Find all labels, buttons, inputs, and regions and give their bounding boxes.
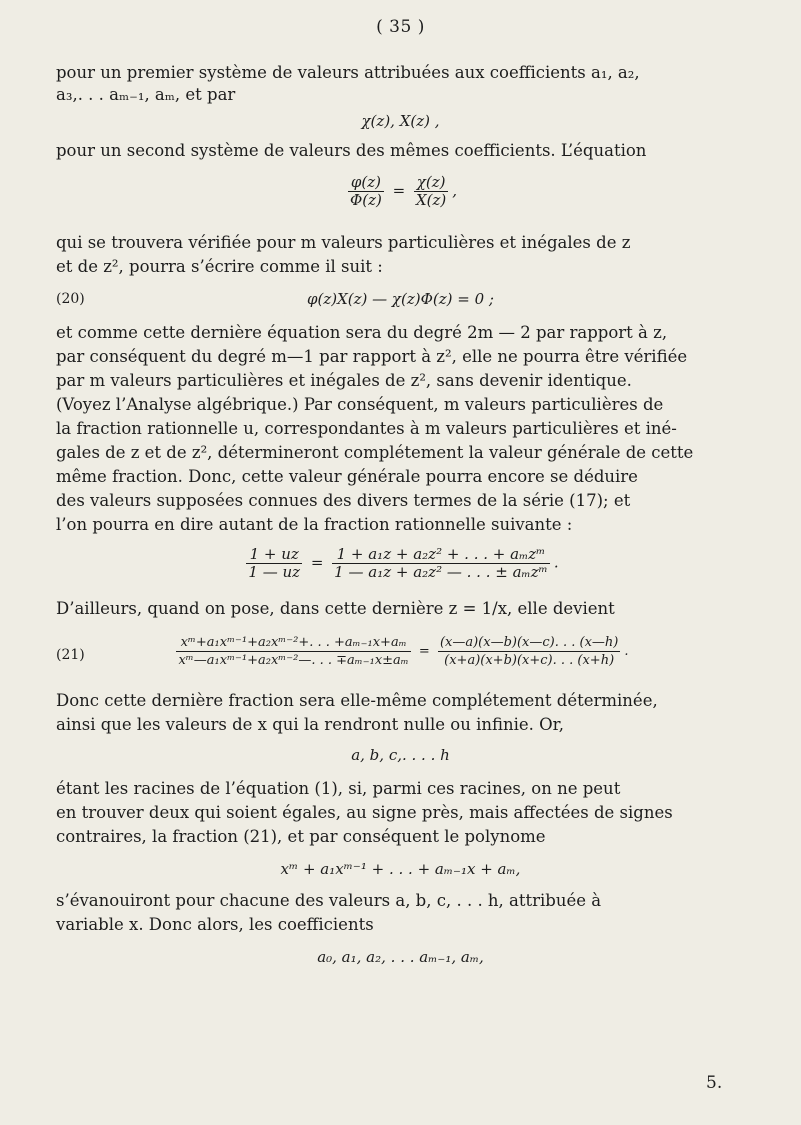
text-line: par conséquent du degré m—1 par rapport à z², elle ne pourra être vérifiée <box>56 347 688 366</box>
text-line: gales de z et de z², détermineront complétement la valeur générale de cette <box>56 443 694 462</box>
text-line: D’ailleurs, quand on pose, dans cette dernière z = 1/x, elle devient <box>56 599 615 618</box>
equation-line: a, b, c,. . . . h <box>351 746 450 764</box>
text-line: pour un second système de valeurs des mêmes coefficients. L’équation <box>56 141 647 160</box>
text-line: même fraction. Donc, cette valeur générale pourra encore se déduire <box>56 467 638 486</box>
text-line: qui se trouvera vérifiée pour m valeurs particulières et inégales de z <box>56 233 631 252</box>
text-line: et comme cette dernière équation sera du degré 2m — 2 par rapport à z, <box>56 323 668 342</box>
equation-line: xᵐ + a₁xᵐ⁻¹ + . . . + aₘ₋₁x + aₘ, <box>280 860 521 878</box>
text-line: s’évanouiront pour chacune des valeurs a, b, c, . . . h, attribuée à <box>56 891 602 910</box>
text-line: ainsi que les valeurs de x qui la rendront nulle ou infinie. Or, <box>56 715 565 734</box>
text-line: en trouver deux qui soient égales, au signe près, mais affectées de signes <box>56 803 673 822</box>
equation-line: a₀, a₁, a₂, . . . aₘ₋₁, aₘ, <box>317 948 484 966</box>
text-line: contraires, la fraction (21), et par conséquent le polynome <box>56 827 546 846</box>
text-line: (Voyez l’Analyse algébrique.) Par conséquent, m valeurs particulières de <box>56 395 664 414</box>
text-line: par m valeurs particulières et inégales de z², sans devenir identique. <box>56 371 632 390</box>
text-line: variable x. Donc alors, les coefficients <box>56 915 374 934</box>
text-line: l’on pourra en dire autant de la fraction rationnelle suivante : <box>56 515 573 534</box>
equation-number: (20) <box>56 291 85 307</box>
text-line: des valeurs supposées connues des divers termes de la série (17); et <box>56 491 631 510</box>
text-line: la fraction rationnelle u, correspondantes à m valeurs particulières et iné- <box>56 419 677 438</box>
text-line: pour un premier système de valeurs attribuées aux coefficients a₁, a₂, <box>56 63 640 82</box>
page-number: ( 35 ) <box>376 17 425 37</box>
equation-number: (21) <box>56 647 85 663</box>
signature-mark: 5. <box>706 1073 723 1093</box>
text-line: étant les racines de l’équation (1), si, parmi ces racines, on ne peut <box>56 779 621 798</box>
equation-fraction-u: $\frac{1 + uz}{1 — uz}$ = $\frac{\text{1 + a₁z + a₂z² + . . . + aₘzᵐ}}{\text{1 — a₁z + a₂z² — . . . ± aₘzᵐ}}$ . <box>248 545 559 581</box>
text-line: Donc cette dernière fraction sera elle-même complétement déterminée, <box>56 691 658 710</box>
text-line: et de z², pourra s’écrire comme il suit : <box>56 257 383 276</box>
equation-ratio: $\frac{\varphi(z)}{\Phi(z)}$ = $\frac{\chi(z)}{X(z)}$ , <box>349 173 458 209</box>
text-line: a₃,. . . aₘ₋₁, aₘ, et par <box>56 85 236 104</box>
equation-line: χ(z), X(z) , <box>361 112 440 130</box>
equation-20: (20) φ(z)X(z) — χ(z)Φ(z) = 0 ; <box>56 290 494 308</box>
equation-21: (21) $\frac{\text{xᵐ+a₁xᵐ⁻¹+a₂xᵐ⁻²+. . . +aₘ₋₁x+aₘ}}{\text{xᵐ—a₁xᵐ⁻¹+a₂xᵐ⁻²—. . . ∓aₘ₋₁x±aₘ}}$ = $\frac{(x—a)(x—b)(x—c). . . (x—h)}{(x+a)(x+b)(x+c). . . (x+h)}$ . <box>56 635 629 668</box>
